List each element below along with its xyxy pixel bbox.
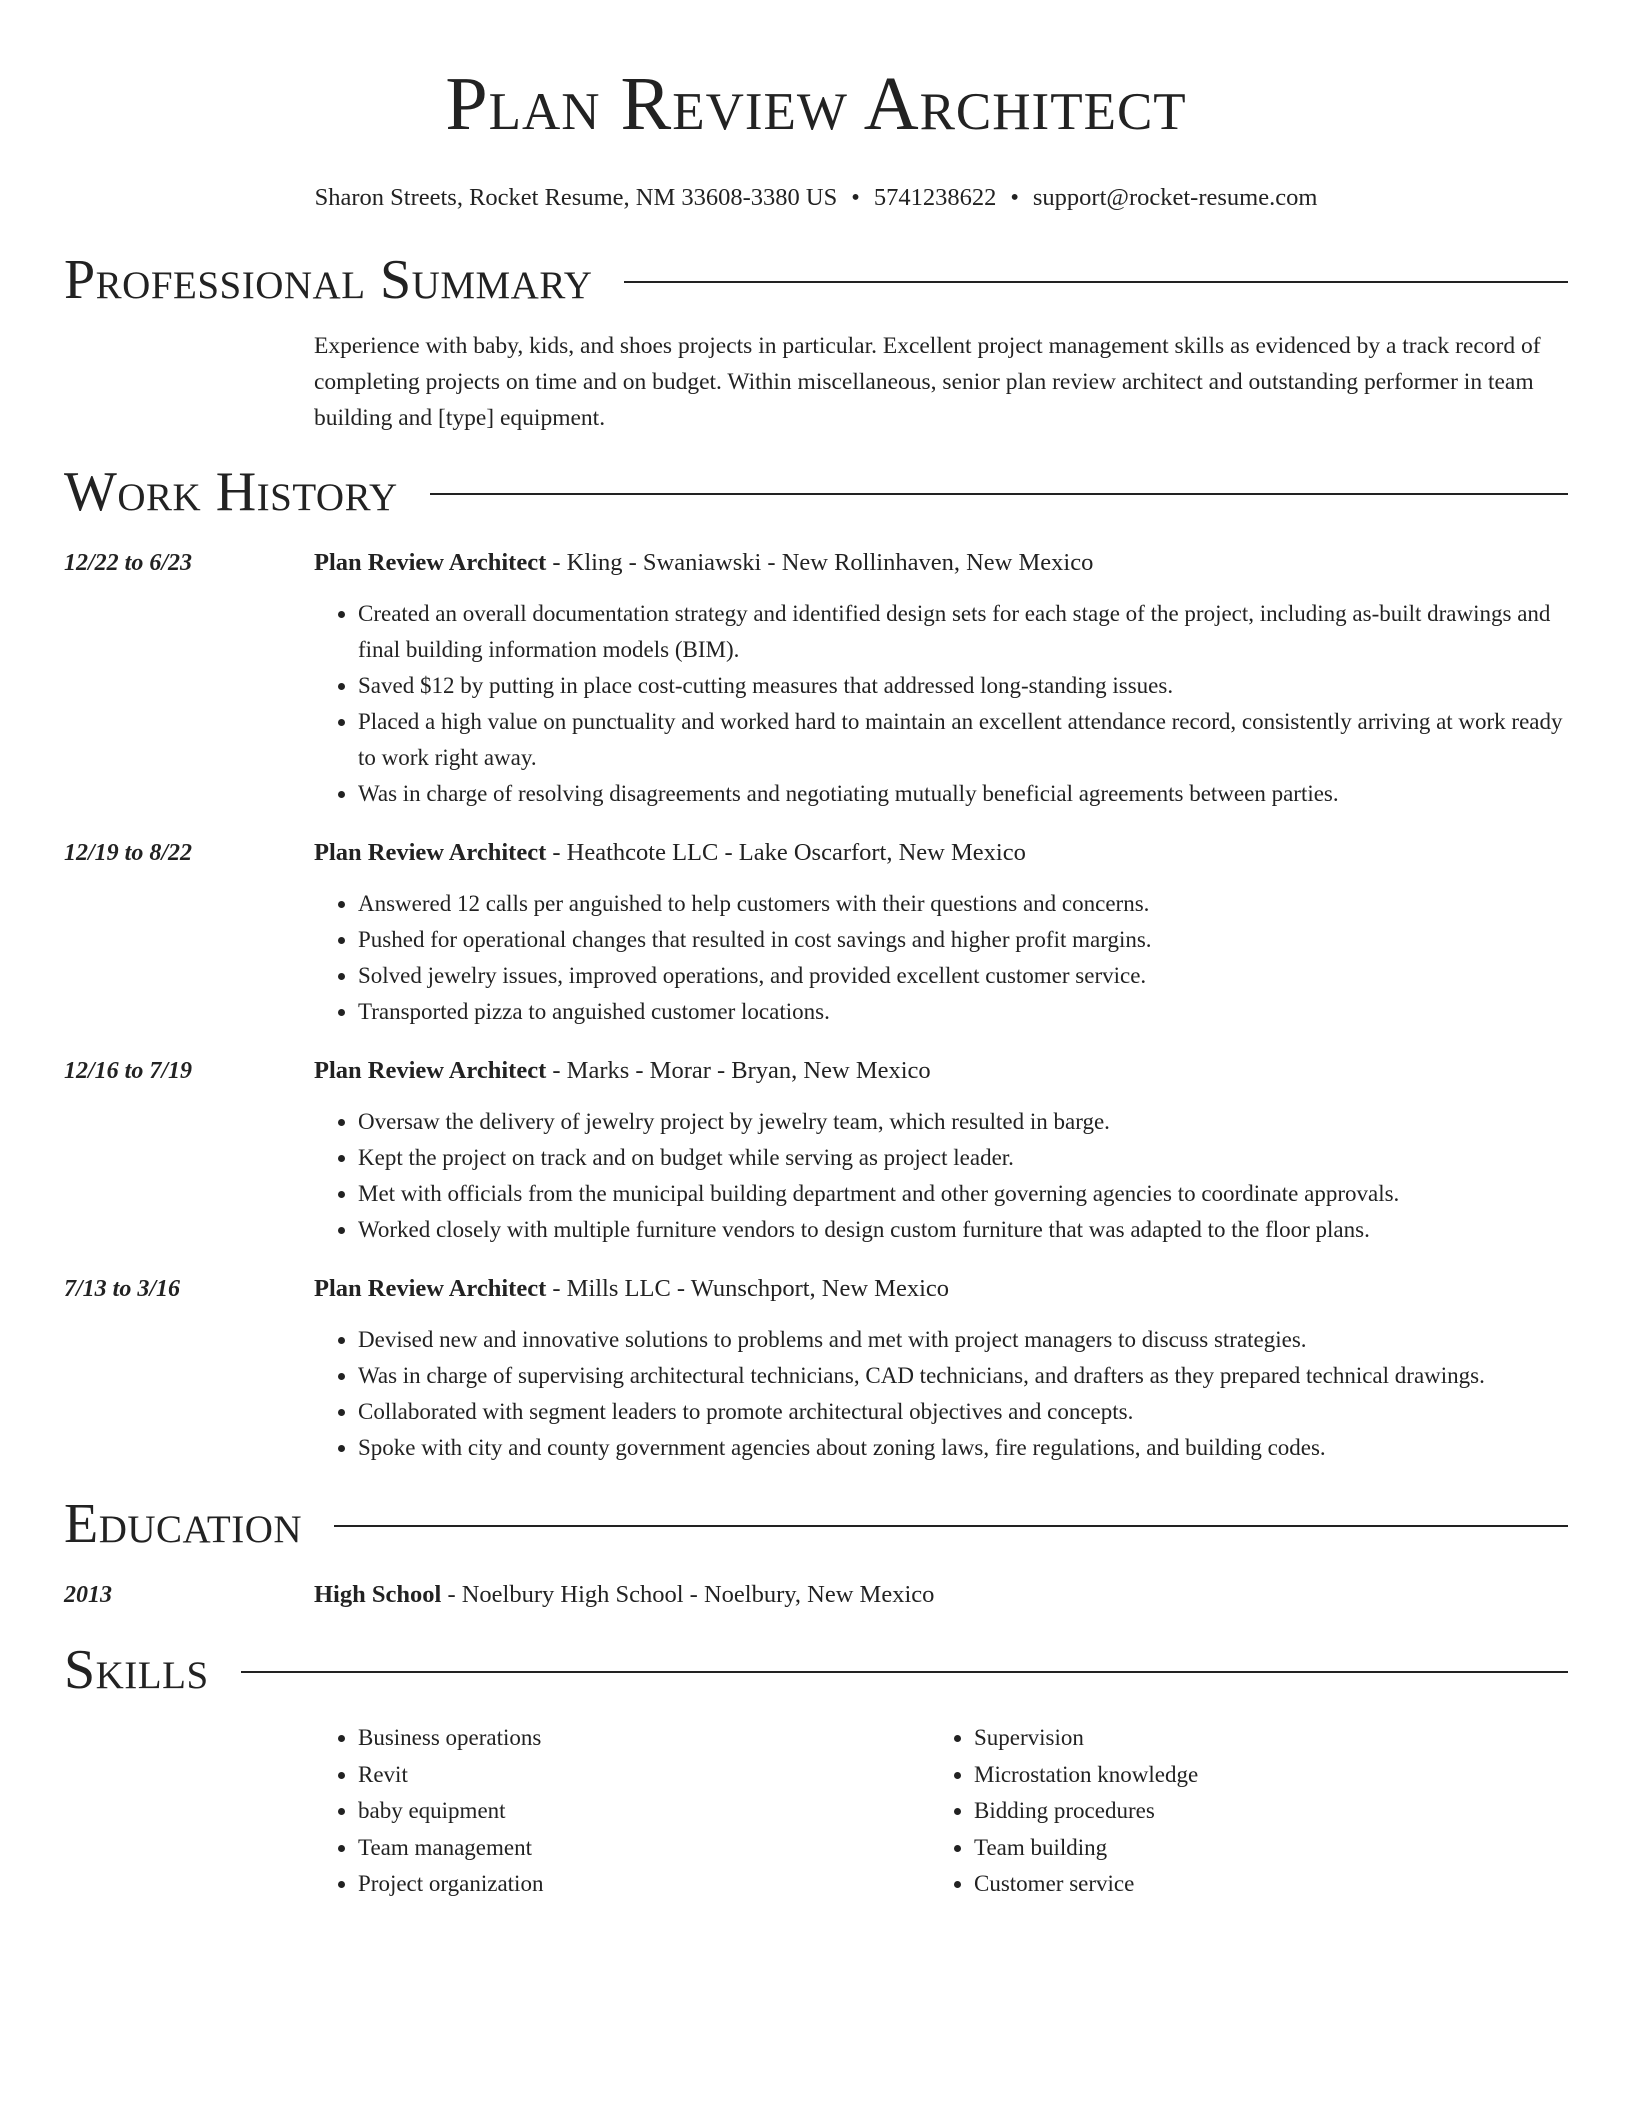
work-title-line: [314, 546, 1568, 580]
work-bullet: • Was in charge of supervising architectural technicians, CAD technicians, and drafters as they prepared technical drawings.: [358, 1358, 1568, 1394]
work-entry: [64, 546, 1568, 812]
work-bullet: • Transported pizza to anguished customer locations.: [358, 994, 1568, 1030]
education-heading: Education: [64, 1493, 303, 1555]
work-entry: [64, 1272, 1568, 1466]
work-entry: [64, 1054, 1568, 1248]
skill-item: • Team management: [358, 1830, 884, 1867]
work-role: Plan Review Architect: [314, 549, 547, 576]
work-employer-location: - Marks - Morar - Bryan, New Mexico: [546, 1057, 931, 1084]
education-details: - Noelbury High School - Noelbury, New Mexico: [441, 1581, 935, 1608]
summary-heading: Professional Summary: [64, 249, 593, 311]
work-dates: 12/19 to 8/22: [64, 840, 193, 866]
summary-text: Experience with baby, kids, and shoes projects in particular. Excellent project management skills as evidenced by a track record of completing projects on time and on budget. Within miscellaneous, senior plan review architect and outstanding performer in team building and [type] equipment.: [314, 333, 1541, 431]
skill-item: • Bidding procedures: [974, 1793, 1568, 1830]
work-employer-location: - Mills LLC - Wunschport, New Mexico: [546, 1275, 950, 1302]
skill-item: • Team building: [974, 1830, 1568, 1867]
work-bullet: • Oversaw the delivery of jewelry project by jewelry team, which resulted in barge.: [358, 1104, 1568, 1140]
education-degree: High School: [314, 1581, 442, 1608]
contact-separator: •: [851, 184, 860, 211]
work-history-list: [64, 546, 1568, 1466]
skill-item: • Business operations: [358, 1720, 884, 1757]
work-title-line: [314, 1272, 1568, 1306]
skill-item: • Customer service: [974, 1866, 1568, 1903]
work-bullet: • Spoke with city and county government agencies about zoning laws, fire regulations, and building codes.: [358, 1430, 1568, 1466]
skills-columns: [314, 1720, 1568, 1903]
work-bullet: • Devised new and innovative solutions to problems and met with project managers to discuss strategies.: [358, 1322, 1568, 1358]
work-dates: 12/16 to 7/19: [64, 1058, 193, 1084]
summary-section-header: [64, 248, 1568, 312]
work-bullet: • Created an overall documentation strategy and identified design sets for each stage of the project, including as-built drawings and final building information models (BIM).: [358, 596, 1568, 668]
work-bullet-list: [314, 886, 1568, 1030]
work-bullet: • Worked closely with multiple furniture vendors to design custom furniture that was adapted to the floor plans.: [358, 1212, 1568, 1248]
work-bullet: • Collaborated with segment leaders to promote architectural objectives and concepts.: [358, 1394, 1568, 1430]
work-employer-location: - Heathcote LLC - Lake Oscarfort, New Mexico: [546, 839, 1026, 866]
work-dates: 7/13 to 3/16: [64, 1276, 181, 1302]
education-section-header: [64, 1492, 1568, 1556]
work-role: Plan Review Architect: [314, 1275, 547, 1302]
work-title-line: [314, 1054, 1568, 1088]
work-section-header: [64, 460, 1568, 524]
work-bullet: • Solved jewelry issues, improved operations, and provided excellent customer service.: [358, 958, 1568, 994]
section-divider: [624, 281, 1568, 283]
work-dates: 12/22 to 6/23: [64, 550, 193, 576]
section-divider: [430, 493, 1568, 495]
work-bullet: • Met with officials from the municipal building department and other governing agencies to coordinate approvals.: [358, 1176, 1568, 1212]
work-bullet: • Answered 12 calls per anguished to help customers with their questions and concerns.: [358, 886, 1568, 922]
education-year: 2013: [64, 1582, 112, 1608]
work-role: Plan Review Architect: [314, 839, 547, 866]
work-bullet: • Placed a high value on punctuality and worked hard to maintain an excellent attendance record, consistently arriving at work ready to work right away.: [358, 704, 1568, 776]
work-title-line: [314, 836, 1568, 870]
education-title-line: [314, 1578, 1568, 1612]
contact-email: support@rocket-resume.com: [1032, 184, 1318, 211]
work-bullet-list: [314, 1322, 1568, 1466]
skill-item: • Supervision: [974, 1720, 1568, 1757]
section-divider: [241, 1671, 1568, 1673]
work-bullet: • Kept the project on track and on budget while serving as project leader.: [358, 1140, 1568, 1176]
skill-item: • Microstation knowledge: [974, 1757, 1568, 1794]
skills-list-left: [314, 1720, 884, 1903]
skill-item: • baby equipment: [358, 1793, 884, 1830]
work-heading: Work History: [64, 461, 398, 523]
skills-section-header: [64, 1638, 1568, 1702]
work-employer-location: - Kling - Swaniawski - New Rollinhaven, New Mexico: [546, 549, 1094, 576]
contact-address: Sharon Streets, Rocket Resume, NM 33608-3380 US: [314, 184, 838, 211]
contact-separator: •: [1010, 184, 1019, 211]
resume-name: Plan Review Architect: [445, 62, 1187, 146]
education-entry: [64, 1578, 1568, 1612]
work-bullet-list: [314, 596, 1568, 812]
contact-line: [64, 182, 1568, 214]
work-bullet: • Pushed for operational changes that resulted in cost savings and higher profit margins.: [358, 922, 1568, 958]
skills-list-right: [930, 1720, 1568, 1903]
work-bullet: • Saved $12 by putting in place cost-cutting measures that addressed long-standing issues.: [358, 668, 1568, 704]
skill-item: • Project organization: [358, 1866, 884, 1903]
contact-phone: 5741238622: [873, 184, 997, 211]
skill-item: • Revit: [358, 1757, 884, 1794]
work-entry: [64, 836, 1568, 1030]
work-role: Plan Review Architect: [314, 1057, 547, 1084]
work-bullet-list: [314, 1104, 1568, 1248]
section-divider: [334, 1525, 1568, 1527]
skills-heading: Skills: [64, 1639, 209, 1701]
work-bullet: • Was in charge of resolving disagreements and negotiating mutually beneficial agreements between parties.: [358, 776, 1568, 812]
